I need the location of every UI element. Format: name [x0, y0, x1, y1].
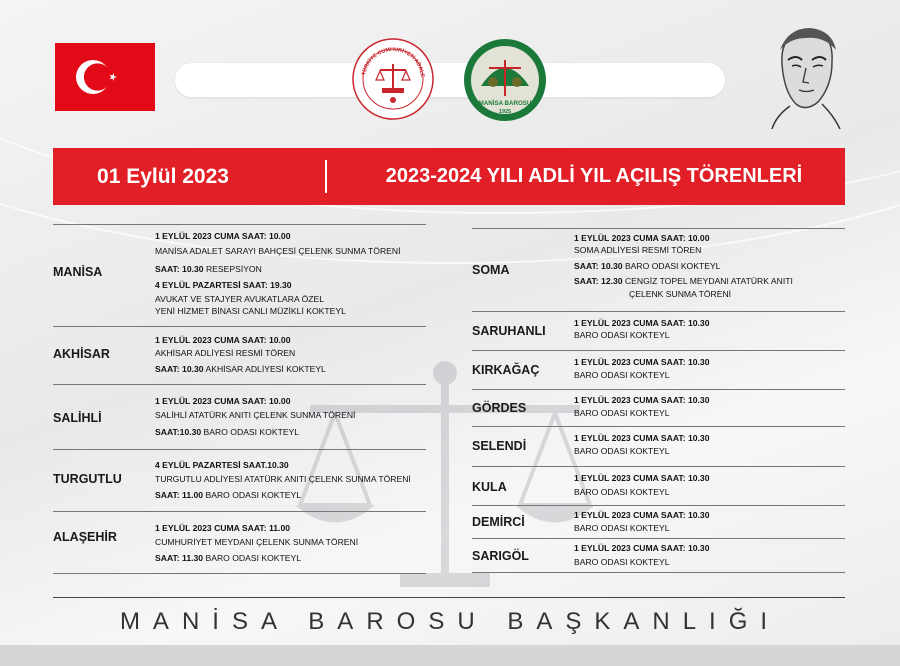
event-line: BARO ODASI KOKTEYL — [574, 557, 670, 567]
footer-divider — [53, 597, 845, 598]
city-name-akhisar: AKHİSAR — [53, 347, 110, 361]
event-line: BARO ODASI KOKTEYL — [574, 487, 670, 497]
manisa-baro-logo — [463, 38, 547, 122]
turkish-flag — [55, 43, 155, 111]
event-line: 1 EYLÜL 2023 CUMA SAAT: 10.00 — [155, 335, 291, 345]
row-divider — [53, 511, 426, 512]
row-divider — [472, 466, 845, 467]
event-line: BARO ODASI KOKTEYL — [574, 370, 670, 380]
city-name-gordes: GÖRDES — [472, 401, 527, 415]
city-name-sarigol: SARIGÖL — [472, 549, 529, 563]
city-name-alasehir: ALAŞEHİR — [53, 530, 117, 544]
event-line: SAAT: 10.30 AKHİSAR ADLİYESİ KOKTEYL — [155, 364, 326, 374]
event-line: 1 EYLÜL 2023 CUMA SAAT: 10.00 — [574, 233, 710, 243]
banner-divider — [325, 160, 327, 193]
event-line: BARO ODASI KOKTEYL — [574, 330, 670, 340]
row-divider — [472, 572, 845, 573]
event-line: CUMHURİYET MEYDANI ÇELENK SUNMA TÖRENİ — [155, 537, 359, 547]
event-line: 4 EYLÜL PAZARTESİ SAAT: 19.30 — [155, 280, 292, 290]
row-divider — [472, 311, 845, 312]
event-line: BARO ODASI KOKTEYL — [574, 523, 670, 533]
city-name-demirci: DEMİRCİ — [472, 515, 525, 529]
event-line: MANİSA ADALET SARAYI BAHÇESİ ÇELENK SUNMA TÖRENİ — [155, 246, 401, 256]
row-divider — [53, 449, 426, 450]
ministry-seal-logo — [352, 38, 434, 120]
event-line: SALİHLİ ATATÜRK ANITI ÇELENK SUNMA TÖRENİ — [155, 410, 356, 420]
footer-title: MANİSA BAROSU BAŞKANLIĞI — [119, 608, 781, 635]
banner-date: 01 Eylül 2023 — [97, 165, 229, 188]
city-name-saruhanli: SARUHANLI — [472, 324, 546, 338]
event-line: SAAT: 12.30 CENGİZ TOPEL MEYDANI ATATÜRK ANITI — [574, 276, 793, 286]
header-pill — [175, 63, 725, 97]
event-line: SOMA ADLİYESİ RESMİ TÖREN — [574, 245, 702, 255]
event-line: 1 EYLÜL 2023 CUMA SAAT: 11.00 — [155, 523, 291, 533]
city-name-salihli: SALİHLİ — [53, 411, 102, 425]
baro-logo-text: MANİSA BAROSU — [478, 100, 532, 107]
row-divider — [472, 538, 845, 539]
event-line: BARO ODASI KOKTEYL — [574, 446, 670, 456]
event-line: SAAT: 10.30 RESEPSİYON — [155, 264, 262, 274]
seal-text: TÜRKİYE CUMHURİYETİ ADALE — [361, 46, 425, 78]
event-line: SAAT: 10.30 BARO ODASI KOKTEYL — [574, 261, 721, 271]
row-divider — [472, 426, 845, 427]
row-divider — [53, 573, 426, 574]
event-line: SAAT: 11.30 BARO ODASI KOKTEYL — [155, 553, 301, 563]
city-name-manisa: MANİSA — [53, 265, 103, 279]
event-line: 1 EYLÜL 2023 CUMA SAAT: 10.30 — [574, 318, 710, 328]
event-line: SAAT: 11.00 BARO ODASI KOKTEYL — [155, 490, 301, 500]
event-line: 1 EYLÜL 2023 CUMA SAAT: 10.30 — [574, 473, 710, 483]
row-divider — [472, 350, 845, 351]
event-line: AVUKAT VE STAJYER AVUKATLARA ÖZEL — [155, 294, 325, 304]
event-line: 1 EYLÜL 2023 CUMA SAAT: 10.30 — [574, 510, 710, 520]
event-line: 1 EYLÜL 2023 CUMA SAAT: 10.30 — [574, 395, 710, 405]
city-name-soma: SOMA — [472, 263, 510, 277]
city-name-kirkagac: KIRKAĞAÇ — [472, 363, 540, 377]
city-name-turgutlu: TURGUTLU — [53, 472, 122, 486]
event-line: YENİ HİZMET BİNASI CANLI MÜZİKLİ KOKTEYL — [155, 306, 346, 316]
event-line: 1 EYLÜL 2023 CUMA SAAT: 10.00 — [155, 396, 291, 406]
baro-logo-year: 1925 — [499, 109, 511, 115]
event-line: 1 EYLÜL 2023 CUMA SAAT: 10.30 — [574, 357, 710, 367]
title-banner — [53, 148, 845, 205]
city-name-kula: KULA — [472, 480, 507, 494]
event-line: SAAT:10.30 BARO ODASI KOKTEYL — [155, 427, 300, 437]
bottom-band — [0, 645, 900, 666]
event-line: TURGUTLU ADLİYESİ ATATÜRK ANITI ÇELENK SUNMA TÖRENİ — [155, 474, 411, 484]
event-line: 1 EYLÜL 2023 CUMA SAAT: 10.00 — [155, 231, 291, 241]
row-divider — [472, 228, 845, 229]
ataturk-portrait — [766, 24, 846, 129]
row-divider — [53, 326, 426, 327]
row-divider — [53, 224, 426, 225]
event-line: AKHİSAR ADLİYESİ RESMİ TÖREN — [155, 348, 296, 358]
row-divider — [53, 384, 426, 385]
row-divider — [472, 389, 845, 390]
city-name-selendi: SELENDİ — [472, 439, 527, 453]
event-line: ÇELENK SUNMA TÖRENİ — [629, 289, 732, 299]
event-line: BARO ODASI KOKTEYL — [574, 408, 670, 418]
event-line: 1 EYLÜL 2023 CUMA SAAT: 10.30 — [574, 433, 710, 443]
event-line: 4 EYLÜL PAZARTESİ SAAT.10.30 — [155, 460, 289, 470]
banner-title: 2023-2024 YILI ADLİ YIL AÇILIŞ TÖRENLERİ — [385, 165, 803, 187]
event-line: 1 EYLÜL 2023 CUMA SAAT: 10.30 — [574, 543, 710, 553]
row-divider — [472, 505, 845, 506]
